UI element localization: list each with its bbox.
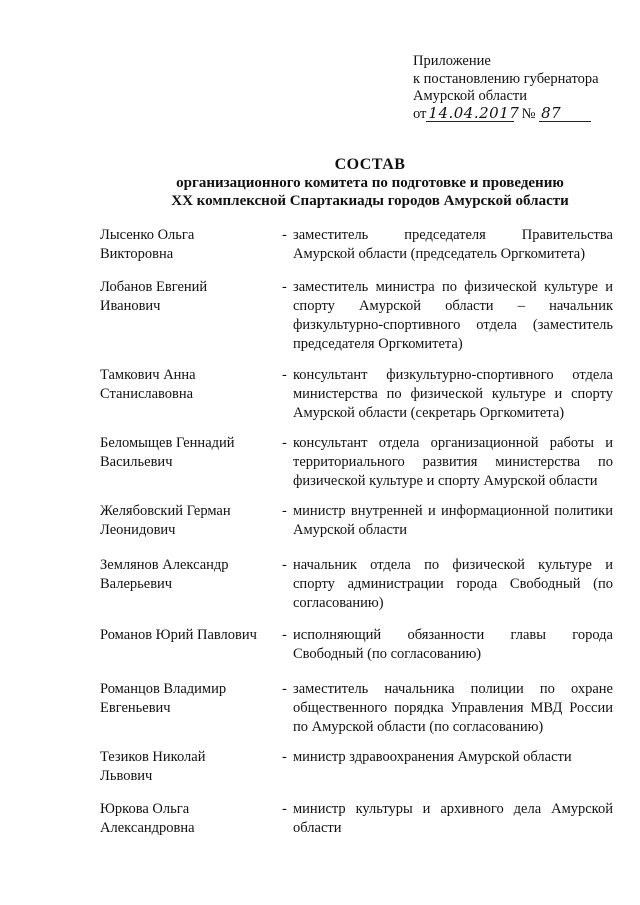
member-role-line: консультант физкультурно-спортивного отдела	[293, 367, 613, 383]
member-name	[100, 680, 280, 718]
member-role-line: исполняющий обязанности главы города	[293, 627, 613, 643]
member-role	[293, 434, 613, 491]
member-role-line: заместитель министра по физической культуре и	[293, 279, 613, 295]
member-separator: -	[282, 367, 287, 383]
member-role-line: министр здравоохранения Амурской области	[293, 749, 572, 765]
member-role-line: начальник отдела по физической культуре и	[293, 557, 613, 573]
appendix-block	[413, 53, 633, 123]
member-role-line: территориального развития министерства по	[293, 454, 613, 470]
member-name	[100, 502, 280, 540]
member-name-line: Львович	[100, 768, 153, 784]
member-role-line: Амурской области	[293, 522, 407, 538]
member-role-line: физкультурно-спортивного отдела (заместитель	[293, 317, 613, 333]
member-name-line: Юркова Ольга	[100, 801, 190, 817]
member-role	[293, 800, 613, 838]
member-name-line: Леонидович	[100, 522, 176, 538]
member-separator: -	[282, 749, 287, 765]
decree-date: 14.04.2017	[428, 103, 520, 122]
member-name	[100, 226, 280, 264]
member-name	[100, 434, 280, 472]
member-name-line: Лобанов Евгений	[100, 279, 208, 295]
appendix-region: Амурской области	[413, 88, 527, 104]
member-role-line: физической культуре и спорту Амурской области	[293, 473, 598, 489]
member-role-line: министр культуры и архивного дела Амурской	[293, 801, 613, 817]
document-title	[150, 156, 590, 210]
title-line-3: XX комплексной Спартакиады городов Амурской области	[171, 193, 569, 209]
member-name-line: Романов Юрий Павлович	[100, 627, 257, 643]
member-name	[100, 278, 280, 316]
member-role-line: председателя Оргкомитета)	[293, 336, 463, 352]
member-role-line: согласованию)	[293, 595, 384, 611]
member-name-line: Романцов Владимир	[100, 681, 227, 697]
member-name-line: Беломыщев Геннадий	[100, 435, 235, 451]
title-line-2: организационного комитета по подготовке и проведению	[176, 175, 564, 191]
member-role-line: министерства по физической культуре и спорту	[293, 386, 613, 402]
member-separator: -	[282, 279, 287, 295]
member-separator: -	[282, 627, 287, 643]
appendix-title: Приложение	[413, 53, 491, 69]
member-separator: -	[282, 681, 287, 697]
member-role-line: заместитель председателя Правительства	[293, 227, 613, 243]
member-role	[293, 556, 613, 613]
member-name-line: Викторовна	[100, 246, 174, 262]
member-role	[293, 502, 613, 540]
member-separator: -	[282, 557, 287, 573]
member-name-line: Иванович	[100, 298, 161, 314]
member-name-line: Землянов Александр	[100, 557, 229, 573]
member-role-line: области	[293, 820, 342, 836]
member-separator: -	[282, 435, 287, 451]
member-role	[293, 626, 613, 664]
member-role-line: Свободный (по согласованию)	[293, 646, 482, 662]
member-role-line: спорту Амурской области – начальник	[293, 298, 613, 314]
member-separator: -	[282, 227, 287, 243]
member-name	[100, 556, 280, 594]
member-role-line: заместитель начальника полиции по охране	[293, 681, 613, 697]
title-main: СОСТАВ	[334, 156, 406, 173]
member-role-line: Амурской области (председатель Оргкомитета)	[293, 246, 586, 262]
member-role-line: по Амурской области (по согласованию)	[293, 719, 544, 735]
member-role-line: спорту администрации города Свободный (по	[293, 576, 613, 592]
member-role-line: общественного порядка Управления МВД России	[293, 700, 613, 716]
member-role-line: Амурской области (секретарь Оргкомитета)	[293, 405, 565, 421]
number-prefix: №	[521, 105, 536, 122]
date-prefix: от	[413, 105, 427, 122]
member-role	[293, 366, 613, 423]
member-name-line: Тезиков Николай	[100, 749, 206, 765]
appendix-date-line	[413, 103, 633, 124]
member-name-line: Лысенко Ольга	[100, 227, 195, 243]
decree-number: 87	[539, 106, 591, 122]
member-name-line: Васильевич	[100, 454, 173, 470]
member-name	[100, 800, 280, 838]
member-name-line: Желябовский Герман	[100, 503, 231, 519]
member-name-line: Станиславовна	[100, 386, 194, 402]
member-name-line: Тамкович Анна	[100, 367, 196, 383]
member-name-line: Валерьевич	[100, 576, 173, 592]
member-role	[293, 748, 613, 767]
appendix-decree: к постановлению губернатора	[413, 70, 599, 87]
member-name	[100, 366, 280, 404]
member-name-line: Евгеньевич	[100, 700, 171, 716]
member-role	[293, 680, 613, 737]
member-role	[293, 226, 613, 264]
member-role-line: министр внутренней и информационной политики	[293, 503, 613, 519]
member-role	[293, 278, 613, 354]
member-name	[100, 748, 280, 786]
member-separator: -	[282, 503, 287, 519]
member-separator: -	[282, 801, 287, 817]
member-role-line: консультант отдела организационной работы и	[293, 435, 613, 451]
member-name-line: Александровна	[100, 820, 195, 836]
member-name-line	[100, 645, 280, 664]
member-name	[100, 626, 280, 664]
